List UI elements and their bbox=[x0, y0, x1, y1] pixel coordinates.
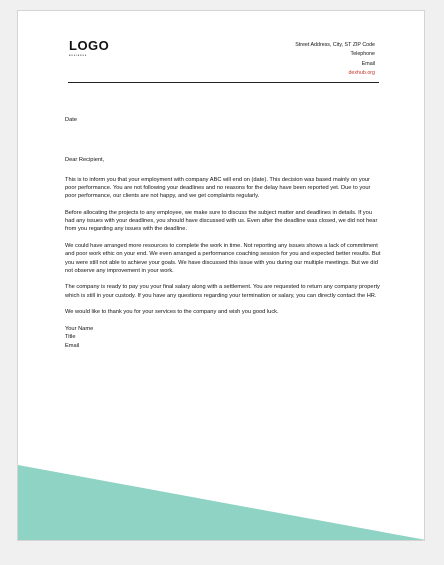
paragraph-3: We could have arranged more resources to complete the work in time. Not reporting any issues shows a lack of commitment and poor work ethic on your end. We even arranged a performance coaching session for you and expected better results. But you were still not able to achieve your goals. We have discussed this issue with you during our multiple meetings. But we did not observe any improvement in your work. bbox=[65, 242, 381, 274]
telephone: Telephone bbox=[350, 51, 375, 58]
teal-footer-shape bbox=[18, 465, 425, 540]
street-address: Street Address, City, ST ZIP Code bbox=[295, 42, 375, 48]
signature-email: Email bbox=[65, 342, 80, 349]
paragraph-5: We would like to thank you for your services to the company and wish you good luck. bbox=[65, 309, 279, 316]
logo-tagline: BUSINESS bbox=[69, 55, 88, 57]
signature-name: Your Name bbox=[65, 325, 94, 332]
salutation: Dear Recipient, bbox=[65, 157, 105, 164]
letter-page bbox=[17, 10, 425, 541]
signature-block bbox=[65, 325, 381, 350]
header-divider bbox=[68, 82, 379, 83]
email: Email bbox=[361, 60, 375, 67]
paragraph-1: This is to inform you that your employment with company ABC will end on (date). This decision was based mainly on your poor performance. You are not following your deadlines and no reasons for the delay have been reported yet. Due to your poor performance, our clients are not happy, and we get complaints regularly. bbox=[65, 176, 371, 200]
letter-date: Date bbox=[65, 117, 78, 123]
signature-title: Title bbox=[65, 334, 76, 341]
company-logo: LOGO bbox=[69, 38, 110, 53]
sender-address-block bbox=[295, 41, 375, 78]
website-link[interactable]: dexhub.org bbox=[348, 69, 375, 76]
paragraph-2: Before allocating the projects to any employee, we make sure to discuss the subject matter and deadlines in details. If you had any issues with your deadlines, you should have discussed with us. Even after the deadline was closed, we did not hear from you regarding any issues with the deadline. bbox=[65, 209, 378, 233]
paragraph-4: The company is ready to pay you your final salary along with a settlement. You are requested to return any company property which is still in your custody. If you have any questions regarding your termination or salary, you can directly contact the HR. bbox=[65, 284, 380, 299]
letter-body bbox=[65, 116, 381, 350]
